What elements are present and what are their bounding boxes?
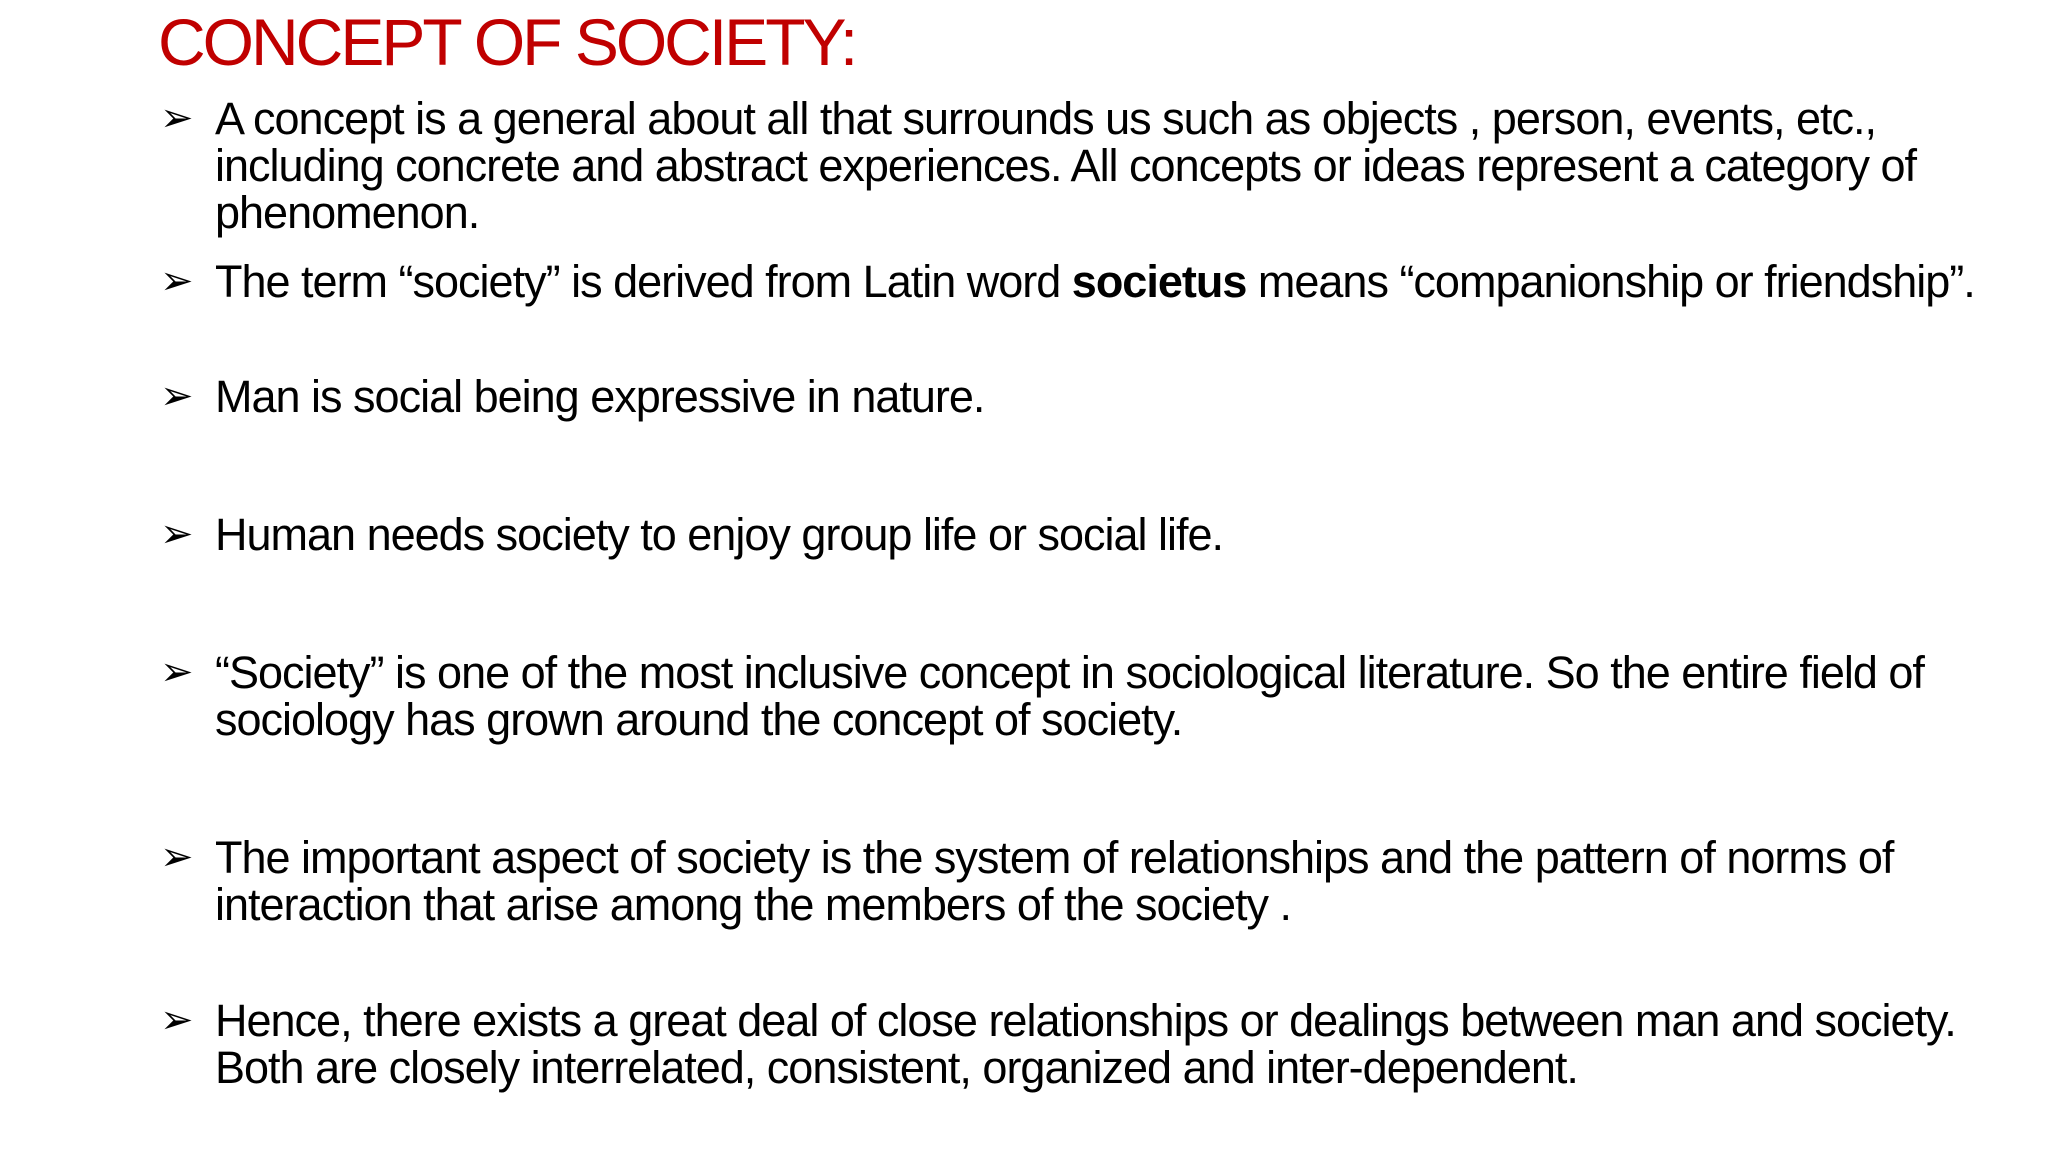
bullet-text: A concept is a general about all that surrounds us such as objects , person, events, etc., including concrete and abstract experiences. All concepts or ideas represent a category of phenomenon. xyxy=(215,93,1917,238)
bullet-text-end: means “companionship or friendship”. xyxy=(1246,256,1975,307)
bullet-text xyxy=(215,258,2025,305)
bullet-text: The important aspect of society is the system of relationships and the pattern of norms of interaction that arise among the members of the society . xyxy=(215,832,1894,930)
arrowhead-bullet-icon: ➢ xyxy=(160,834,194,880)
arrowhead-bullet-icon: ➢ xyxy=(160,649,194,695)
bullet-text: Human needs society to enjoy group life or social life. xyxy=(215,509,1224,560)
slide-title: CONCEPT OF SOCIETY: xyxy=(158,5,856,79)
bullet-text: Man is social being expressive in nature. xyxy=(215,371,985,422)
bullet-text-bold-term: societus xyxy=(1071,256,1247,307)
bullet-text-start: The term “society” is derived from Latin word xyxy=(215,256,1072,307)
arrowhead-bullet-icon: ➢ xyxy=(160,258,194,304)
arrowhead-bullet-icon: ➢ xyxy=(160,373,194,419)
bullet-text: Hence, there exists a great deal of close relationships or dealings between man and society. Both are closely interrelated, consistent, organized and inter-dependent. xyxy=(215,995,1956,1093)
bullet-text: “Society” is one of the most inclusive concept in sociological literature. So the entire field of sociology has grown around the concept of society. xyxy=(215,647,1924,745)
arrowhead-bullet-icon: ➢ xyxy=(160,997,194,1043)
arrowhead-bullet-icon: ➢ xyxy=(160,95,194,141)
arrowhead-bullet-icon: ➢ xyxy=(160,511,194,557)
